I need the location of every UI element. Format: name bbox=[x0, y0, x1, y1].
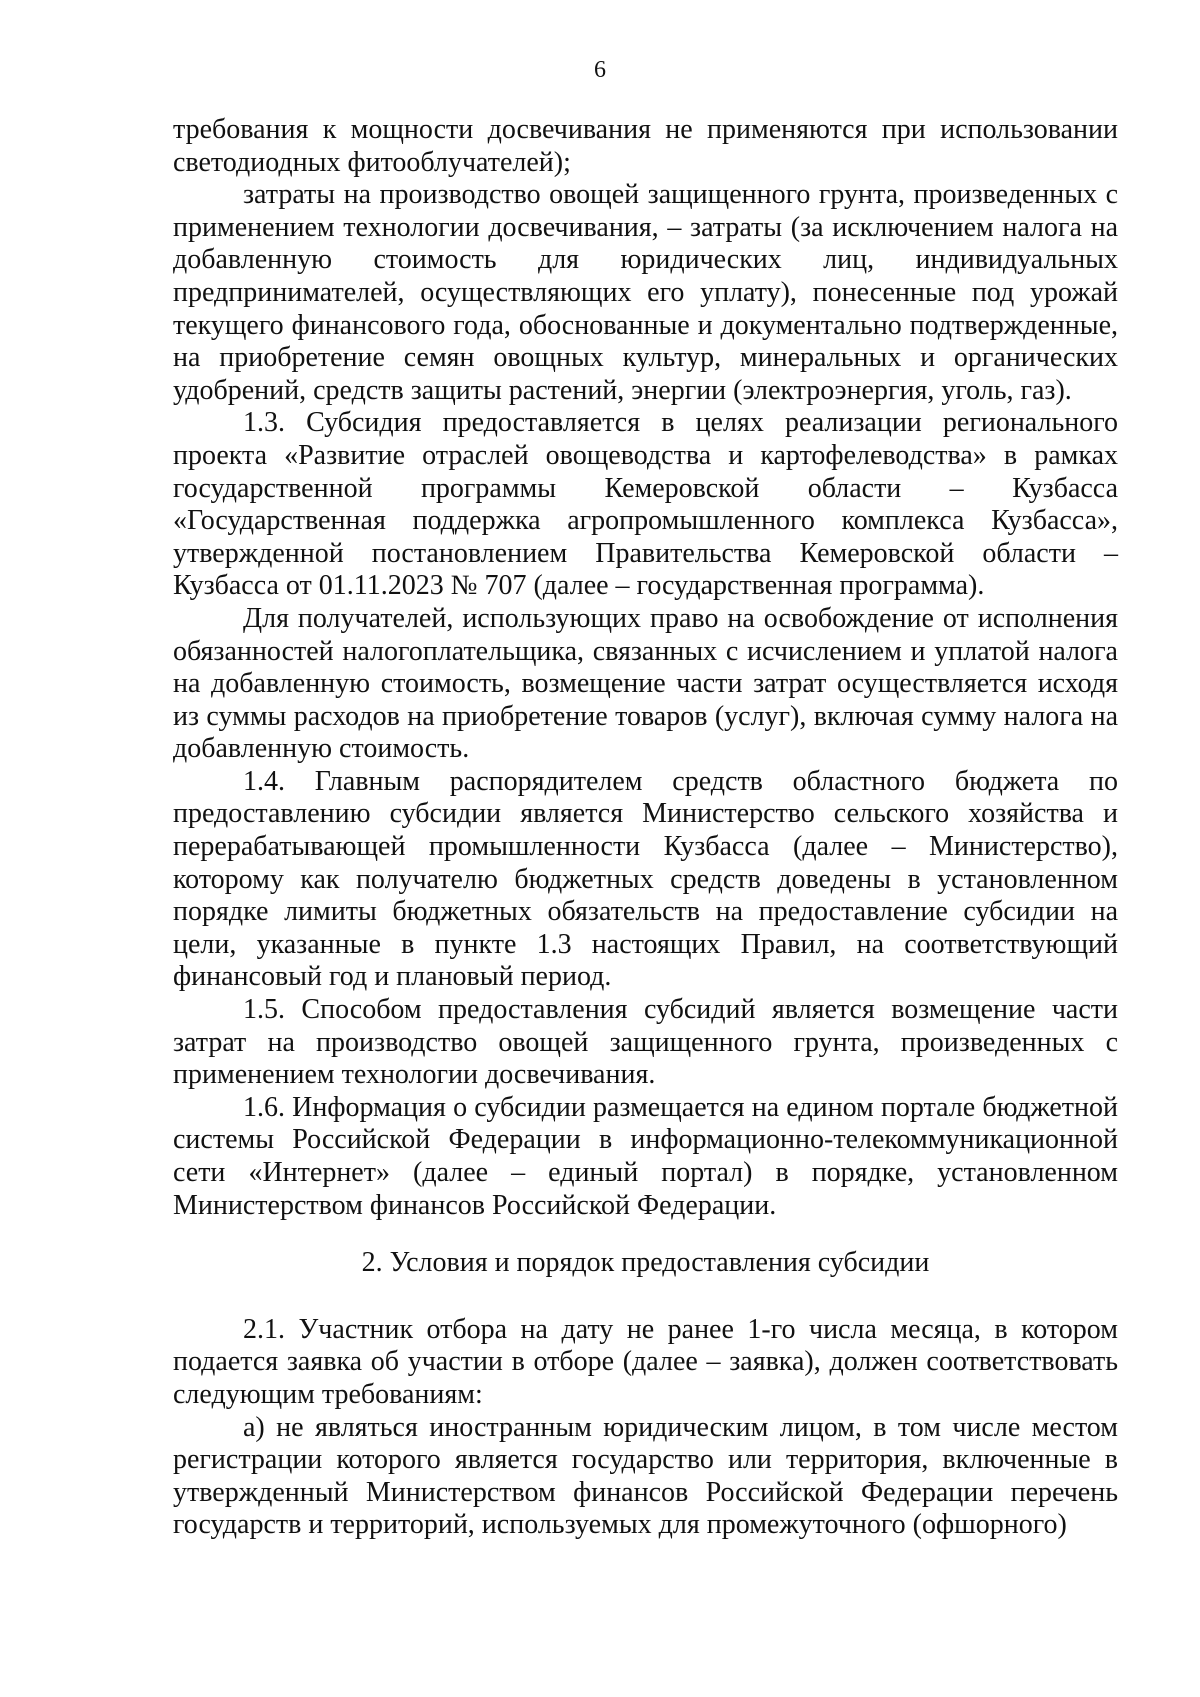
section-heading: 2. Условия и порядок предоставления субсидии bbox=[361, 1247, 930, 1279]
paragraph-1-5: 1.5. Способом предоставления субсидий является возмещение части затрат на производство овощей защищенного грунта, произведенных с применением технологии досвечивания. bbox=[173, 994, 1118, 1091]
paragraph-1-3: 1.3. Субсидия предоставляется в целях реализации регионального проекта «Развитие отраслей овощеводства и картофелеводства» в рамках государственной программы Кемеровской области – Кузбасса «Государственная поддержка агропромышленного комплекса Кузбасса», утвержденной постановлением Правительства Кемеровской области – Кузбасса от 01.11.2023 № 707 (далее – государственная программа). bbox=[173, 407, 1118, 602]
document-body bbox=[173, 114, 1118, 1542]
paragraph-vat-exemption: Для получателей, использующих право на освобождение от исполнения обязанностей налогоплательщика, связанных с исчислением и уплатой налога на добавленную стоимость, возмещение части затрат осуществляется исходя из суммы расходов на приобретение товаров (услуг), включая сумму налога на добавленную стоимость. bbox=[173, 602, 1118, 765]
paragraph-2-1: 2.1. Участник отбора на дату не ранее 1-го числа месяца, в котором подается заявка об участии в отборе (далее – заявка), должен соответствовать следующим требованиям: bbox=[173, 1313, 1118, 1410]
paragraph-costs-definition: затраты на производство овощей защищенного грунта, произведенных с применением технологии досвечивания, – затраты (за исключением налога на добавленную стоимость для юридических лиц, индивидуальных предпринимателей, осуществляющих его уплату), понесенные под урожай текущего финансового года, обоснованные и документально подтвержденные, на приобретение семян овощных культур, минеральных и органических удобрений, средств защиты растений, энергии (электроэнергия, уголь, газ). bbox=[173, 179, 1118, 406]
paragraph-2-1-a: а) не являться иностранным юридическим лицом, в том числе местом регистрации которого является государство или территория, включенные в утвержденный Министерством финансов Российской Федерации перечень государств и территорий, используемых для промежуточного (офшорного) bbox=[173, 1411, 1118, 1541]
paragraph-1-4: 1.4. Главным распорядителем средств областного бюджета по предоставлению субсидии является Министерство сельского хозяйства и перерабатывающей промышленности Кузбасса (далее – Министерство), которому как получателю бюджетных средств доведены в установленном порядке лимиты бюджетных обязательств на предоставление субсидии на цели, указанные в пункте 1.3 настоящих Правил, на соответствующий финансовый год и плановый период. bbox=[173, 765, 1118, 993]
paragraph-continuation: требования к мощности досвечивания не применяются при использовании светодиодных фитооблучателей); bbox=[173, 114, 1118, 178]
page-number: 6 bbox=[594, 57, 606, 83]
paragraph-1-6: 1.6. Информация о субсидии размещается на едином портале бюджетной системы Российской Федерации в информационно-телекоммуникационной сети «Интернет» (далее – единый портал) в порядке, установленном Министерством финансов Российской Федерации. bbox=[173, 1091, 1118, 1221]
